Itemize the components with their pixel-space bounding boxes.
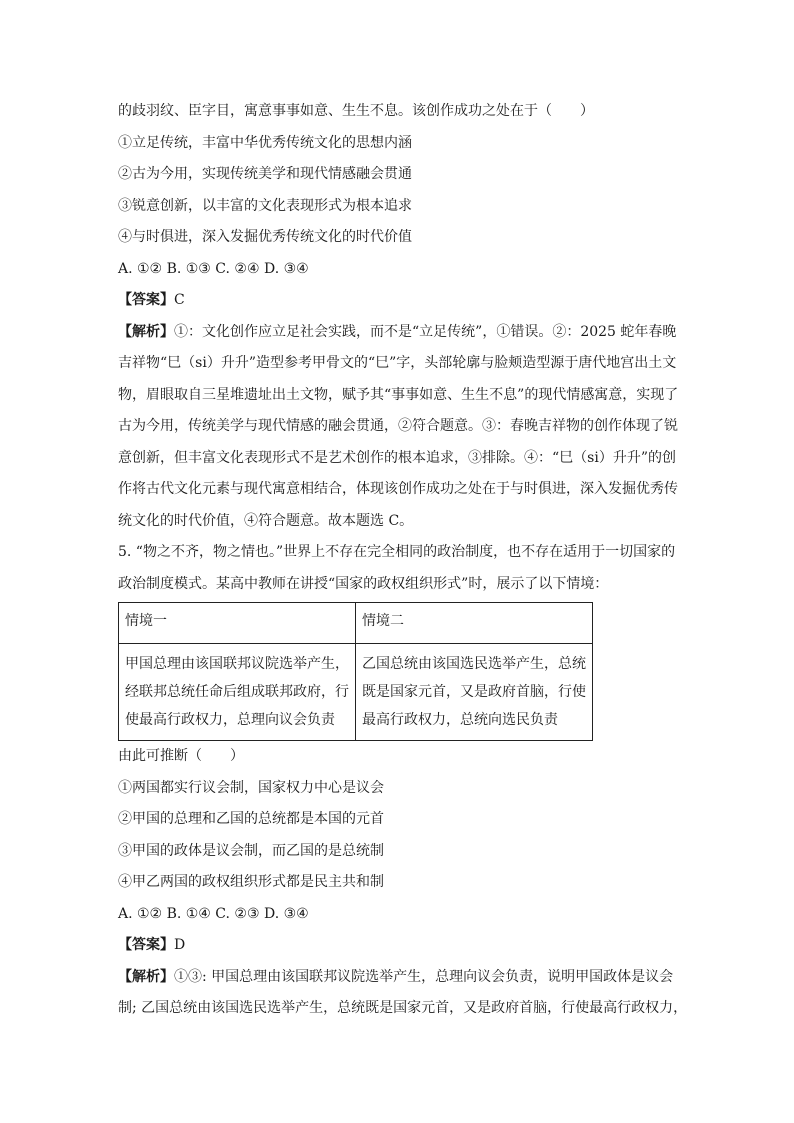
q5-prompt: 由此可推断（ ） (118, 748, 244, 764)
q5-stem-line-1: 5. “物之不齐，物之情也。”世界上不存在完全相同的政治制度，也不存在适用于一切国家的 (118, 544, 676, 560)
q5-choices: A. ①② B. ①④ C. ②③ D. ③④ (118, 905, 309, 922)
page-content (118, 96, 688, 1025)
q4-analysis-line-6: 作将古代文化元素与现代寓意相结合，体现该创作成功之处在于与时俱进，深入发掘优秀传 (118, 481, 678, 497)
q4-analysis-line-5: 意创新，但丰富文化表现形式不是艺术创作的根本追求，③排除。④：“巳（si）升升”的创 (118, 449, 676, 466)
q4-option-1: ①立足传统，丰富中华优秀传统文化的思想内涵 (118, 134, 412, 151)
q5-option-3: ③甲国的政体是议会制，而乙国的是总统制 (118, 842, 384, 859)
table-cell-1: 甲国总理由该国联邦议院选举产生，经联邦总统任命后组成联邦政府，行使最高行政权力，总理向议会负责 (119, 644, 356, 741)
table-header-row (119, 603, 593, 644)
q5-analysis-label: 【解析】 (118, 968, 174, 985)
q4-stem-tail: 的歧羽纹、臣字目，寓意事事如意、生生不息。该创作成功之处在于（ ） (118, 103, 594, 119)
q4-analysis-line-4: 古为今用，传统美学与现代情感的融会贯通，②符合题意。③：春晚吉祥物的创作体现了锐 (118, 418, 678, 434)
q4-option-4: ④与时俱进，深入发掘优秀传统文化的时代价值 (118, 229, 412, 245)
q4-answer-value: C (174, 292, 185, 308)
q4-choices: A. ①② B. ①③ C. ②④ D. ③④ (118, 260, 309, 277)
q5-option-2: ②甲国的总理和乙国的总统都是本国的元首 (118, 811, 384, 827)
q4-analysis-text-1: ①：文化创作应立足社会实践，而不是“立足传统”，①错误。②：2025 蛇年春晚 (174, 323, 677, 340)
q4-analysis-line-1 (118, 317, 678, 349)
q4-answer (118, 285, 678, 317)
table-cell-2: 乙国总统由该国选民选举产生，总统既是国家元首，又是政府首脑，行使最高行政权力，总统向选民负责 (356, 644, 593, 741)
q5-analysis-line-1 (118, 962, 678, 994)
table-row (119, 644, 593, 741)
q5-context-table (118, 602, 593, 741)
q5-answer-label: 【答案】 (118, 937, 174, 953)
q4-option-3: ③锐意创新，以丰富的文化表现形式为根本追求 (118, 197, 412, 214)
q5-option-1: ①两国都实行议会制，国家权力中心是议会 (118, 779, 384, 796)
table-header-2: 情境二 (356, 603, 593, 644)
q5-answer-value: D (174, 937, 186, 953)
table-header-1: 情境一 (119, 603, 356, 644)
q5-stem-line-2: 政治制度模式。某高中教师在讲授“国家的政权组织形式”时，展示了以下情境： (118, 575, 609, 592)
q5-answer (118, 930, 678, 962)
q5-analysis-line-2: 制; 乙国总统由该国选民选举产生，总统既是国家元首，又是政府首脑，行使最高行政权力， (118, 1000, 688, 1016)
q4-answer-label: 【答案】 (118, 292, 174, 308)
q4-analysis-line-7: 统文化的时代价值，④符合题意。故本题选 C。 (118, 512, 414, 529)
q4-analysis-label: 【解析】 (118, 323, 174, 340)
q5-analysis-text-1: ①③: 甲国总理由该国联邦议院选举产生，总理向议会负责，说明甲国政体是议会 (174, 968, 674, 985)
q4-analysis-line-3: 物，眉眼取自三星堆遗址出土文物，赋予其“事事如意、生生不息”的现代情感寓意，实现了 (118, 386, 679, 403)
q4-option-2: ②古为今用，实现传统美学和现代情感融会贯通 (118, 166, 412, 182)
q5-option-4: ④甲乙两国的政权组织形式都是民主共和制 (118, 874, 384, 890)
q4-analysis-line-2: 吉祥物“巳（si）升升”造型参考甲骨文的“巳”字，头部轮廓与脸颊造型源于唐代地宫出土文 (118, 355, 677, 371)
